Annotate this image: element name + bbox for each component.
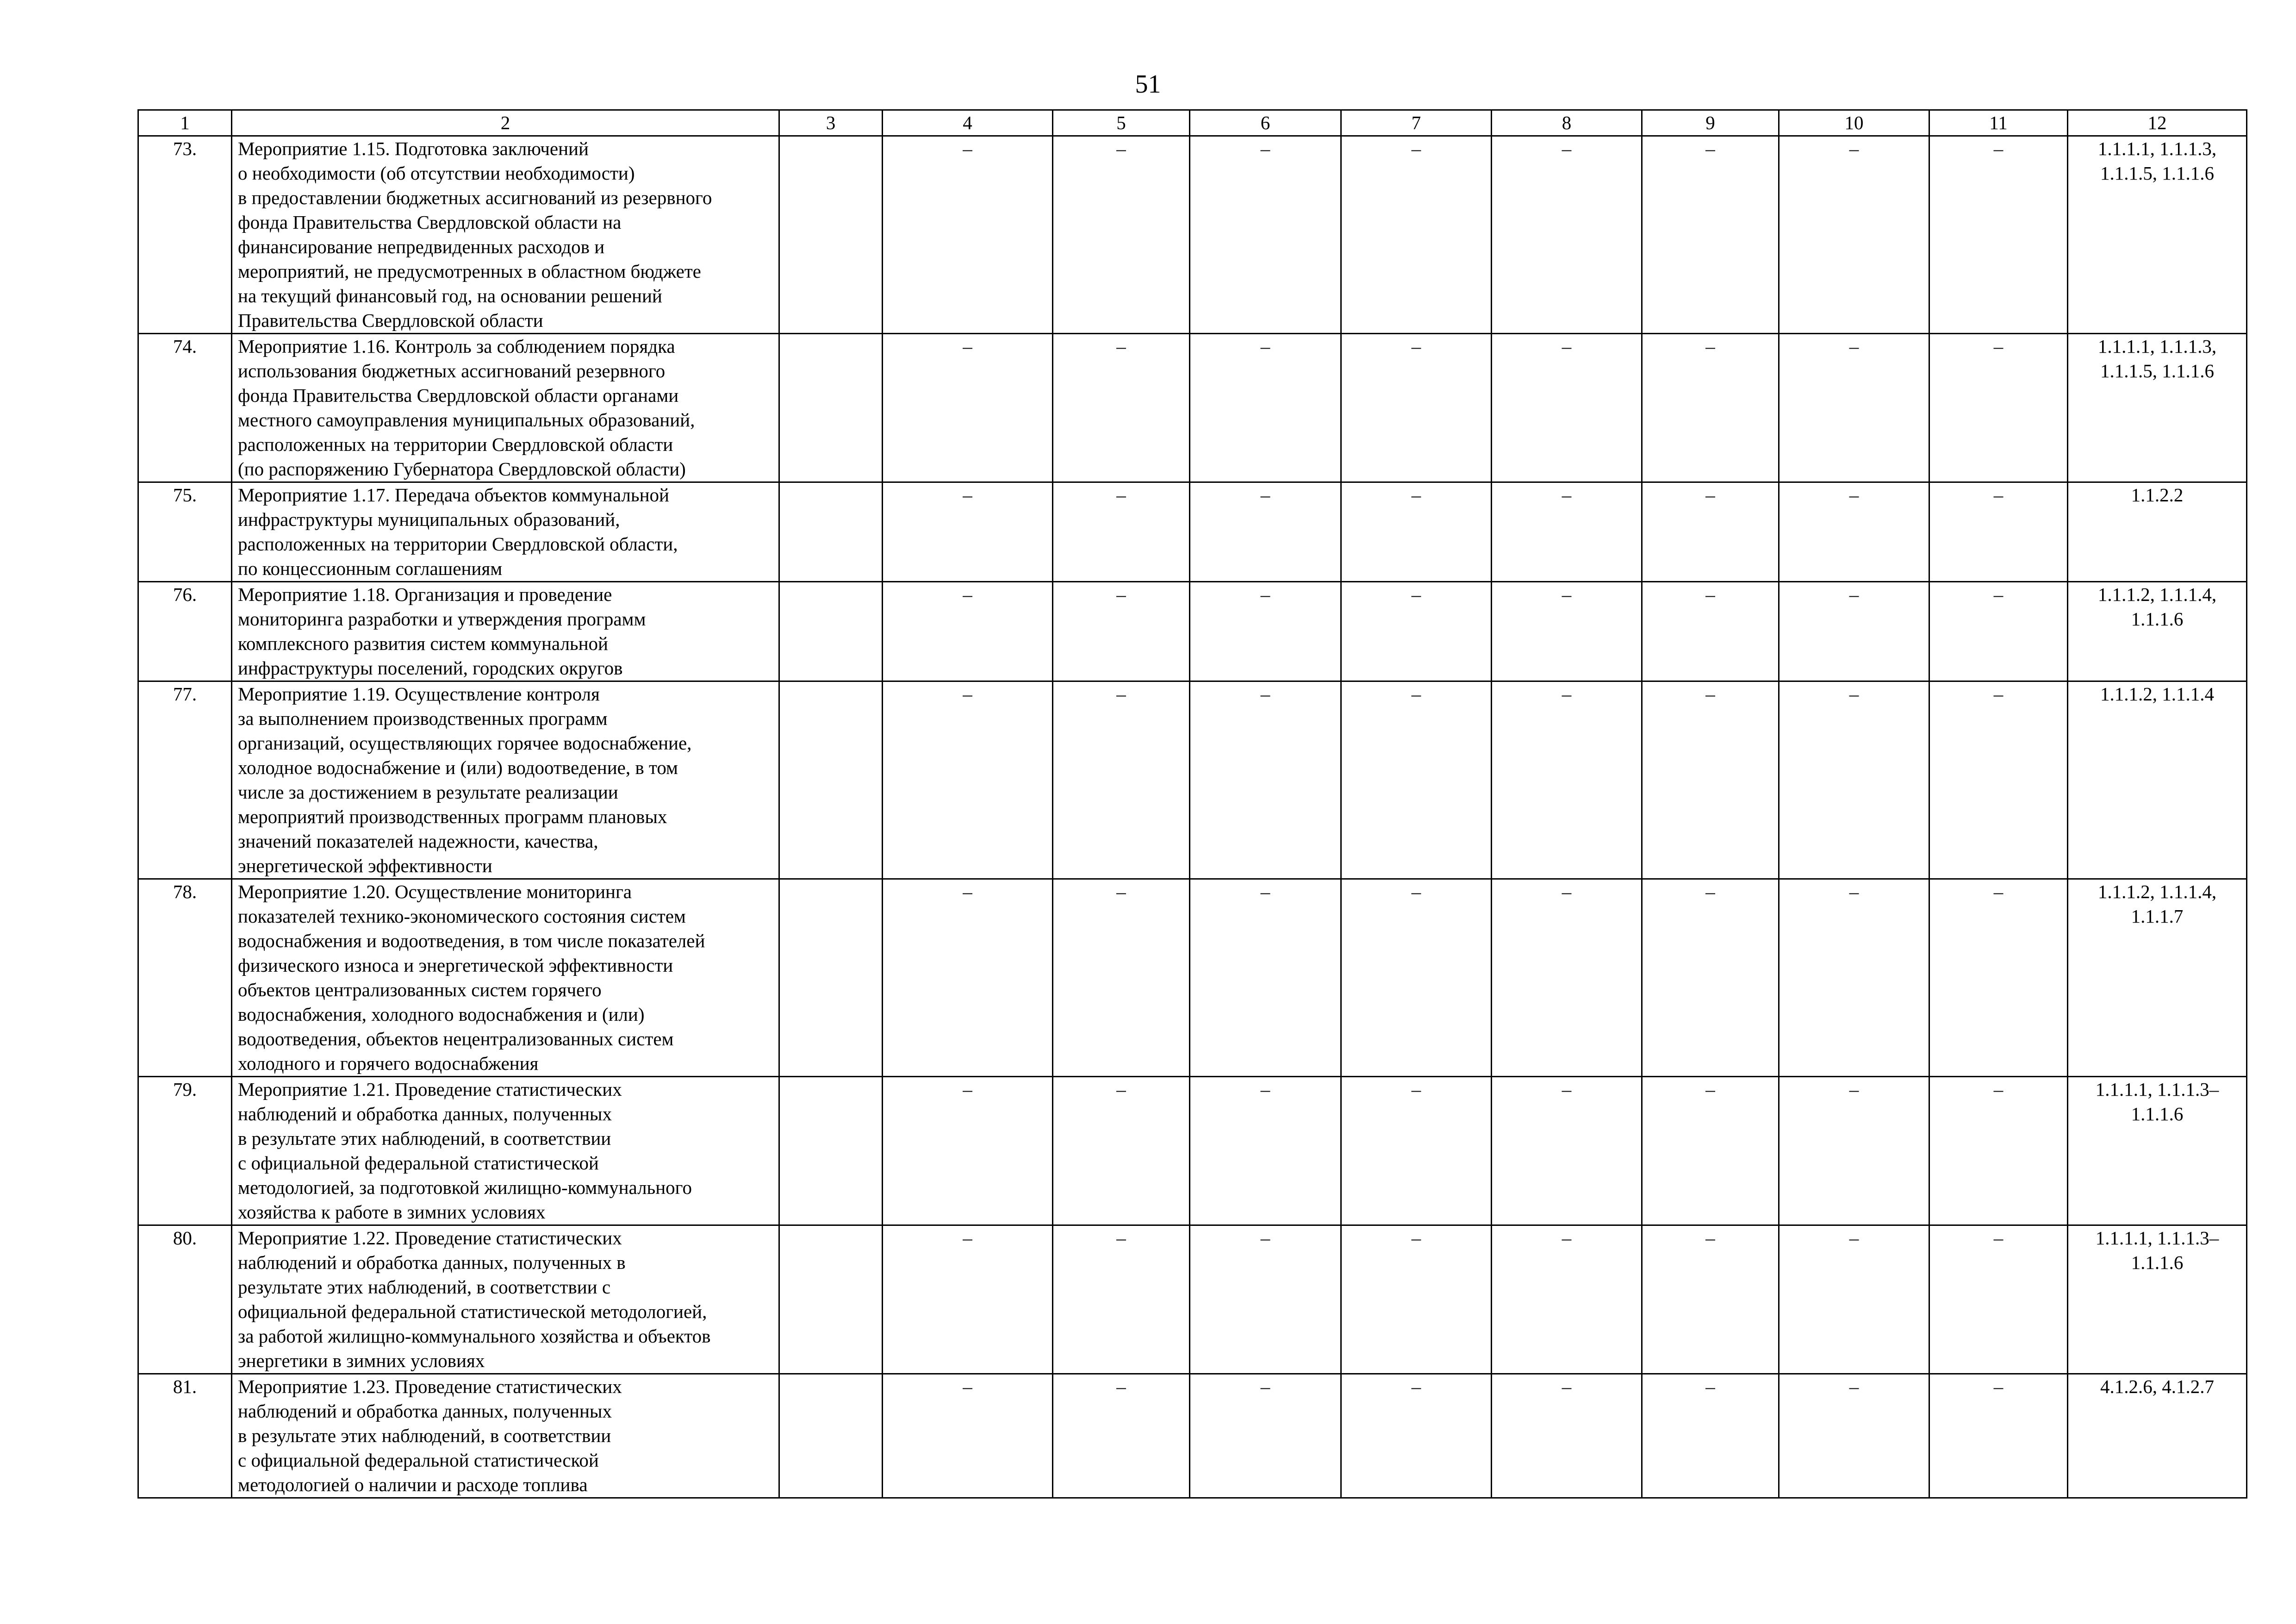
description-line: значений показателей надежности, качества,	[238, 831, 598, 852]
value-cell: –	[1190, 136, 1341, 334]
value-cell: –	[883, 1077, 1053, 1225]
table-row	[138, 582, 2247, 681]
target-indicators-cell	[2068, 482, 2247, 582]
column-header: 3	[779, 110, 883, 136]
column-header: 5	[1053, 110, 1190, 136]
value-cell: –	[1053, 582, 1190, 681]
description-line: в результате этих наблюдений, в соответствии	[238, 1128, 611, 1149]
description-line: мероприятий производственных программ плановых	[238, 806, 667, 827]
row-number: 79.	[138, 1077, 232, 1225]
value-cell: –	[1779, 681, 1929, 879]
description-line: официальной федеральной статистической методологией,	[238, 1301, 707, 1322]
target-indicator-line: 1.1.1.1, 1.1.1.3–	[2095, 1227, 2219, 1249]
description-line: холодного и горячего водоснабжения	[238, 1053, 539, 1074]
column-header: 9	[1642, 110, 1779, 136]
row-number: 73.	[138, 136, 232, 334]
column-header: 1	[138, 110, 232, 136]
target-indicator-line: 1.1.1.2, 1.1.1.4,	[2097, 584, 2217, 605]
target-indicators-cell	[2068, 334, 2247, 482]
description-line: расположенных на территории Свердловской области	[238, 434, 673, 455]
value-cell: –	[1341, 334, 1492, 482]
target-indicator-line: 1.1.1.5, 1.1.1.6	[2100, 162, 2214, 184]
activity-description	[232, 1225, 779, 1374]
row-number: 75.	[138, 482, 232, 582]
value-cell: –	[1642, 1225, 1779, 1374]
target-indicators-cell	[2068, 582, 2247, 681]
activity-description	[232, 136, 779, 334]
description-line: мониторинга разработки и утверждения программ	[238, 608, 646, 630]
target-indicator-line: 1.1.1.5, 1.1.1.6	[2100, 360, 2214, 381]
description-line: хозяйства к работе в зимних условиях	[238, 1201, 546, 1223]
column-3-cell	[779, 582, 883, 681]
description-line: водоотведения, объектов нецентрализованных систем	[238, 1028, 674, 1049]
table-row	[138, 1077, 2247, 1225]
column-3-cell	[779, 136, 883, 334]
value-cell: –	[1053, 482, 1190, 582]
description-line: холодное водоснабжение и (или) водоотведение, в том	[238, 757, 678, 778]
column-3-cell	[779, 681, 883, 879]
value-cell: –	[1190, 1077, 1341, 1225]
value-cell: –	[883, 582, 1053, 681]
description-line: по концессионным соглашениям	[238, 558, 503, 579]
description-line: Мероприятие 1.16. Контроль за соблюдением порядка	[238, 336, 675, 357]
target-indicator-line: 1.1.1.1, 1.1.1.3,	[2097, 138, 2217, 159]
description-line: объектов централизованных систем горячего	[238, 979, 602, 1000]
description-line: комплексного развития систем коммунальной	[238, 633, 608, 654]
description-line: в результате этих наблюдений, в соответствии	[238, 1425, 611, 1446]
column-header: 6	[1190, 110, 1341, 136]
value-cell: –	[1929, 482, 2068, 582]
column-header: 7	[1341, 110, 1492, 136]
value-cell: –	[1053, 1374, 1190, 1498]
description-line: Мероприятие 1.19. Осуществление контроля	[238, 683, 600, 705]
activity-description	[232, 1374, 779, 1498]
value-cell: –	[1779, 879, 1929, 1077]
value-cell: –	[1779, 1077, 1929, 1225]
description-line: Правительства Свердловской области	[238, 310, 543, 331]
column-header: 10	[1779, 110, 1929, 136]
column-3-cell	[779, 1374, 883, 1498]
target-indicators-cell	[2068, 136, 2247, 334]
row-number: 80.	[138, 1225, 232, 1374]
activity-description	[232, 334, 779, 482]
description-line: Мероприятие 1.21. Проведение статистических	[238, 1079, 622, 1100]
value-cell: –	[1929, 1225, 2068, 1374]
value-cell: –	[1779, 1225, 1929, 1374]
value-cell: –	[1053, 879, 1190, 1077]
description-line: с официальной федеральной статистической	[238, 1152, 599, 1174]
activity-description	[232, 482, 779, 582]
description-line: финансирование непредвиденных расходов и	[238, 236, 605, 257]
row-number: 77.	[138, 681, 232, 879]
value-cell: –	[1053, 136, 1190, 334]
target-indicator-line: 1.1.1.6	[2131, 608, 2184, 630]
value-cell: –	[1492, 136, 1642, 334]
activity-description	[232, 879, 779, 1077]
value-cell: –	[883, 482, 1053, 582]
description-line: водоснабжения, холодного водоснабжения и (или)	[238, 1004, 645, 1025]
value-cell: –	[1779, 334, 1929, 482]
description-line: организаций, осуществляющих горячее водоснабжение,	[238, 732, 692, 754]
value-cell: –	[1779, 136, 1929, 334]
description-line: за работой жилищно-коммунального хозяйства и объектов	[238, 1325, 711, 1347]
target-indicator-line: 1.1.2.2	[2131, 484, 2184, 506]
description-line: энергетической эффективности	[238, 855, 492, 876]
column-number-row	[138, 110, 2247, 136]
target-indicator-line: 1.1.1.6	[2131, 1252, 2184, 1273]
value-cell: –	[1929, 1374, 2068, 1498]
description-line: наблюдений и обработка данных, полученных в	[238, 1252, 626, 1273]
value-cell: –	[1492, 1374, 1642, 1498]
target-indicator-line: 1.1.1.7	[2131, 906, 2184, 927]
value-cell: –	[1929, 136, 2068, 334]
column-header: 12	[2068, 110, 2247, 136]
value-cell: –	[1053, 1077, 1190, 1225]
value-cell: –	[883, 1374, 1053, 1498]
value-cell: –	[1779, 582, 1929, 681]
row-number: 78.	[138, 879, 232, 1077]
table-row	[138, 1374, 2247, 1498]
row-number: 81.	[138, 1374, 232, 1498]
value-cell: –	[1642, 1077, 1779, 1225]
value-cell: –	[1642, 582, 1779, 681]
target-indicator-line: 1.1.1.2, 1.1.1.4,	[2097, 881, 2217, 902]
table-row	[138, 482, 2247, 582]
value-cell: –	[883, 681, 1053, 879]
target-indicator-line: 4.1.2.6, 4.1.2.7	[2100, 1376, 2214, 1397]
description-line: фонда Правительства Свердловской области органами	[238, 385, 679, 406]
value-cell: –	[1190, 482, 1341, 582]
value-cell: –	[883, 136, 1053, 334]
value-cell: –	[1642, 334, 1779, 482]
table-row	[138, 334, 2247, 482]
value-cell: –	[1190, 681, 1341, 879]
description-line: Мероприятие 1.17. Передача объектов коммунальной	[238, 484, 669, 506]
value-cell: –	[1190, 334, 1341, 482]
target-indicator-line: 1.1.1.1, 1.1.1.3,	[2097, 336, 2217, 357]
description-line: инфраструктуры муниципальных образований,	[238, 509, 620, 530]
table-body	[138, 136, 2247, 1498]
activity-description	[232, 681, 779, 879]
column-header: 11	[1929, 110, 2068, 136]
page-number: 51	[1135, 70, 1161, 99]
value-cell: –	[1190, 582, 1341, 681]
value-cell: –	[1492, 879, 1642, 1077]
value-cell: –	[883, 879, 1053, 1077]
value-cell: –	[1642, 136, 1779, 334]
description-line: инфраструктуры поселений, городских округов	[238, 657, 623, 679]
description-line: физического износа и энергетической эффективности	[238, 955, 673, 976]
value-cell: –	[1341, 1225, 1492, 1374]
column-3-cell	[779, 1077, 883, 1225]
column-3-cell	[779, 482, 883, 582]
target-indicators-cell	[2068, 1374, 2247, 1498]
description-line: результате этих наблюдений, в соответствии с	[238, 1276, 611, 1298]
value-cell: –	[1492, 582, 1642, 681]
description-line: методологией о наличии и расходе топлива	[238, 1474, 588, 1495]
row-number: 76.	[138, 582, 232, 681]
description-line: за выполнением производственных программ	[238, 708, 608, 729]
value-cell: –	[1929, 1077, 2068, 1225]
value-cell: –	[883, 334, 1053, 482]
description-line: (по распоряжению Губернатора Свердловской области)	[238, 458, 686, 480]
description-line: Мероприятие 1.23. Проведение статистических	[238, 1376, 622, 1397]
description-line: показателей технико-экономического состояния систем	[238, 906, 686, 927]
value-cell: –	[1190, 1374, 1341, 1498]
value-cell: –	[1642, 1374, 1779, 1498]
table-row	[138, 681, 2247, 879]
description-line: наблюдений и обработка данных, полученных	[238, 1400, 612, 1422]
column-header: 2	[232, 110, 779, 136]
description-line: мероприятий, не предусмотренных в областном бюджете	[238, 261, 701, 282]
value-cell: –	[1053, 334, 1190, 482]
description-line: Мероприятие 1.18. Организация и проведение	[238, 584, 612, 605]
value-cell: –	[1341, 879, 1492, 1077]
target-indicators-cell	[2068, 879, 2247, 1077]
column-3-cell	[779, 334, 883, 482]
value-cell: –	[1341, 1077, 1492, 1225]
description-line: Мероприятие 1.22. Проведение статистических	[238, 1227, 622, 1249]
description-line: местного самоуправления муниципальных образований,	[238, 409, 695, 431]
value-cell: –	[1642, 482, 1779, 582]
description-line: фонда Правительства Свердловской области на	[238, 212, 622, 233]
column-header: 4	[883, 110, 1053, 136]
activity-description	[232, 1077, 779, 1225]
row-number: 74.	[138, 334, 232, 482]
value-cell: –	[1341, 582, 1492, 681]
description-line: на текущий финансовый год, на основании решений	[238, 285, 662, 306]
value-cell: –	[1929, 879, 2068, 1077]
description-line: о необходимости (об отсутствии необходимости)	[238, 162, 635, 184]
target-indicator-line: 1.1.1.6	[2131, 1103, 2184, 1124]
table-row	[138, 879, 2247, 1077]
target-indicator-line: 1.1.1.2, 1.1.1.4	[2100, 683, 2214, 705]
value-cell: –	[883, 1225, 1053, 1374]
target-indicators-cell	[2068, 1225, 2247, 1374]
value-cell: –	[1929, 334, 2068, 482]
value-cell: –	[1642, 879, 1779, 1077]
description-line: расположенных на территории Свердловской области,	[238, 533, 678, 555]
description-line: Мероприятие 1.15. Подготовка заключений	[238, 138, 589, 159]
value-cell: –	[1053, 681, 1190, 879]
column-3-cell	[779, 1225, 883, 1374]
value-cell: –	[1779, 1374, 1929, 1498]
value-cell: –	[1341, 1374, 1492, 1498]
value-cell: –	[1190, 879, 1341, 1077]
value-cell: –	[1492, 1225, 1642, 1374]
value-cell: –	[1929, 582, 2068, 681]
description-line: числе за достижением в результате реализации	[238, 781, 618, 803]
description-line: использования бюджетных ассигнований резервного	[238, 360, 666, 381]
description-line: водоснабжения и водоотведения, в том числе показателей	[238, 930, 705, 951]
target-indicator-line: 1.1.1.1, 1.1.1.3–	[2095, 1079, 2219, 1100]
description-line: с официальной федеральной статистической	[238, 1449, 599, 1471]
activities-table	[137, 109, 2247, 1499]
value-cell: –	[1341, 136, 1492, 334]
value-cell: –	[1779, 482, 1929, 582]
target-indicators-cell	[2068, 1077, 2247, 1225]
value-cell: –	[1492, 1077, 1642, 1225]
description-line: наблюдений и обработка данных, полученных	[238, 1103, 612, 1124]
activity-description	[232, 582, 779, 681]
target-indicators-cell	[2068, 681, 2247, 879]
description-line: методологией, за подготовкой жилищно-коммунального	[238, 1177, 692, 1198]
column-3-cell	[779, 879, 883, 1077]
value-cell: –	[1341, 681, 1492, 879]
value-cell: –	[1492, 681, 1642, 879]
value-cell: –	[1053, 1225, 1190, 1374]
description-line: энергетики в зимних условиях	[238, 1350, 485, 1371]
value-cell: –	[1190, 1225, 1341, 1374]
value-cell: –	[1492, 334, 1642, 482]
table-row	[138, 136, 2247, 334]
value-cell: –	[1929, 681, 2068, 879]
description-line: Мероприятие 1.20. Осуществление мониторинга	[238, 881, 632, 902]
value-cell: –	[1341, 482, 1492, 582]
table-row	[138, 1225, 2247, 1374]
value-cell: –	[1642, 681, 1779, 879]
description-line: в предоставлении бюджетных ассигнований из резервного	[238, 187, 712, 208]
value-cell: –	[1492, 482, 1642, 582]
column-header: 8	[1492, 110, 1642, 136]
